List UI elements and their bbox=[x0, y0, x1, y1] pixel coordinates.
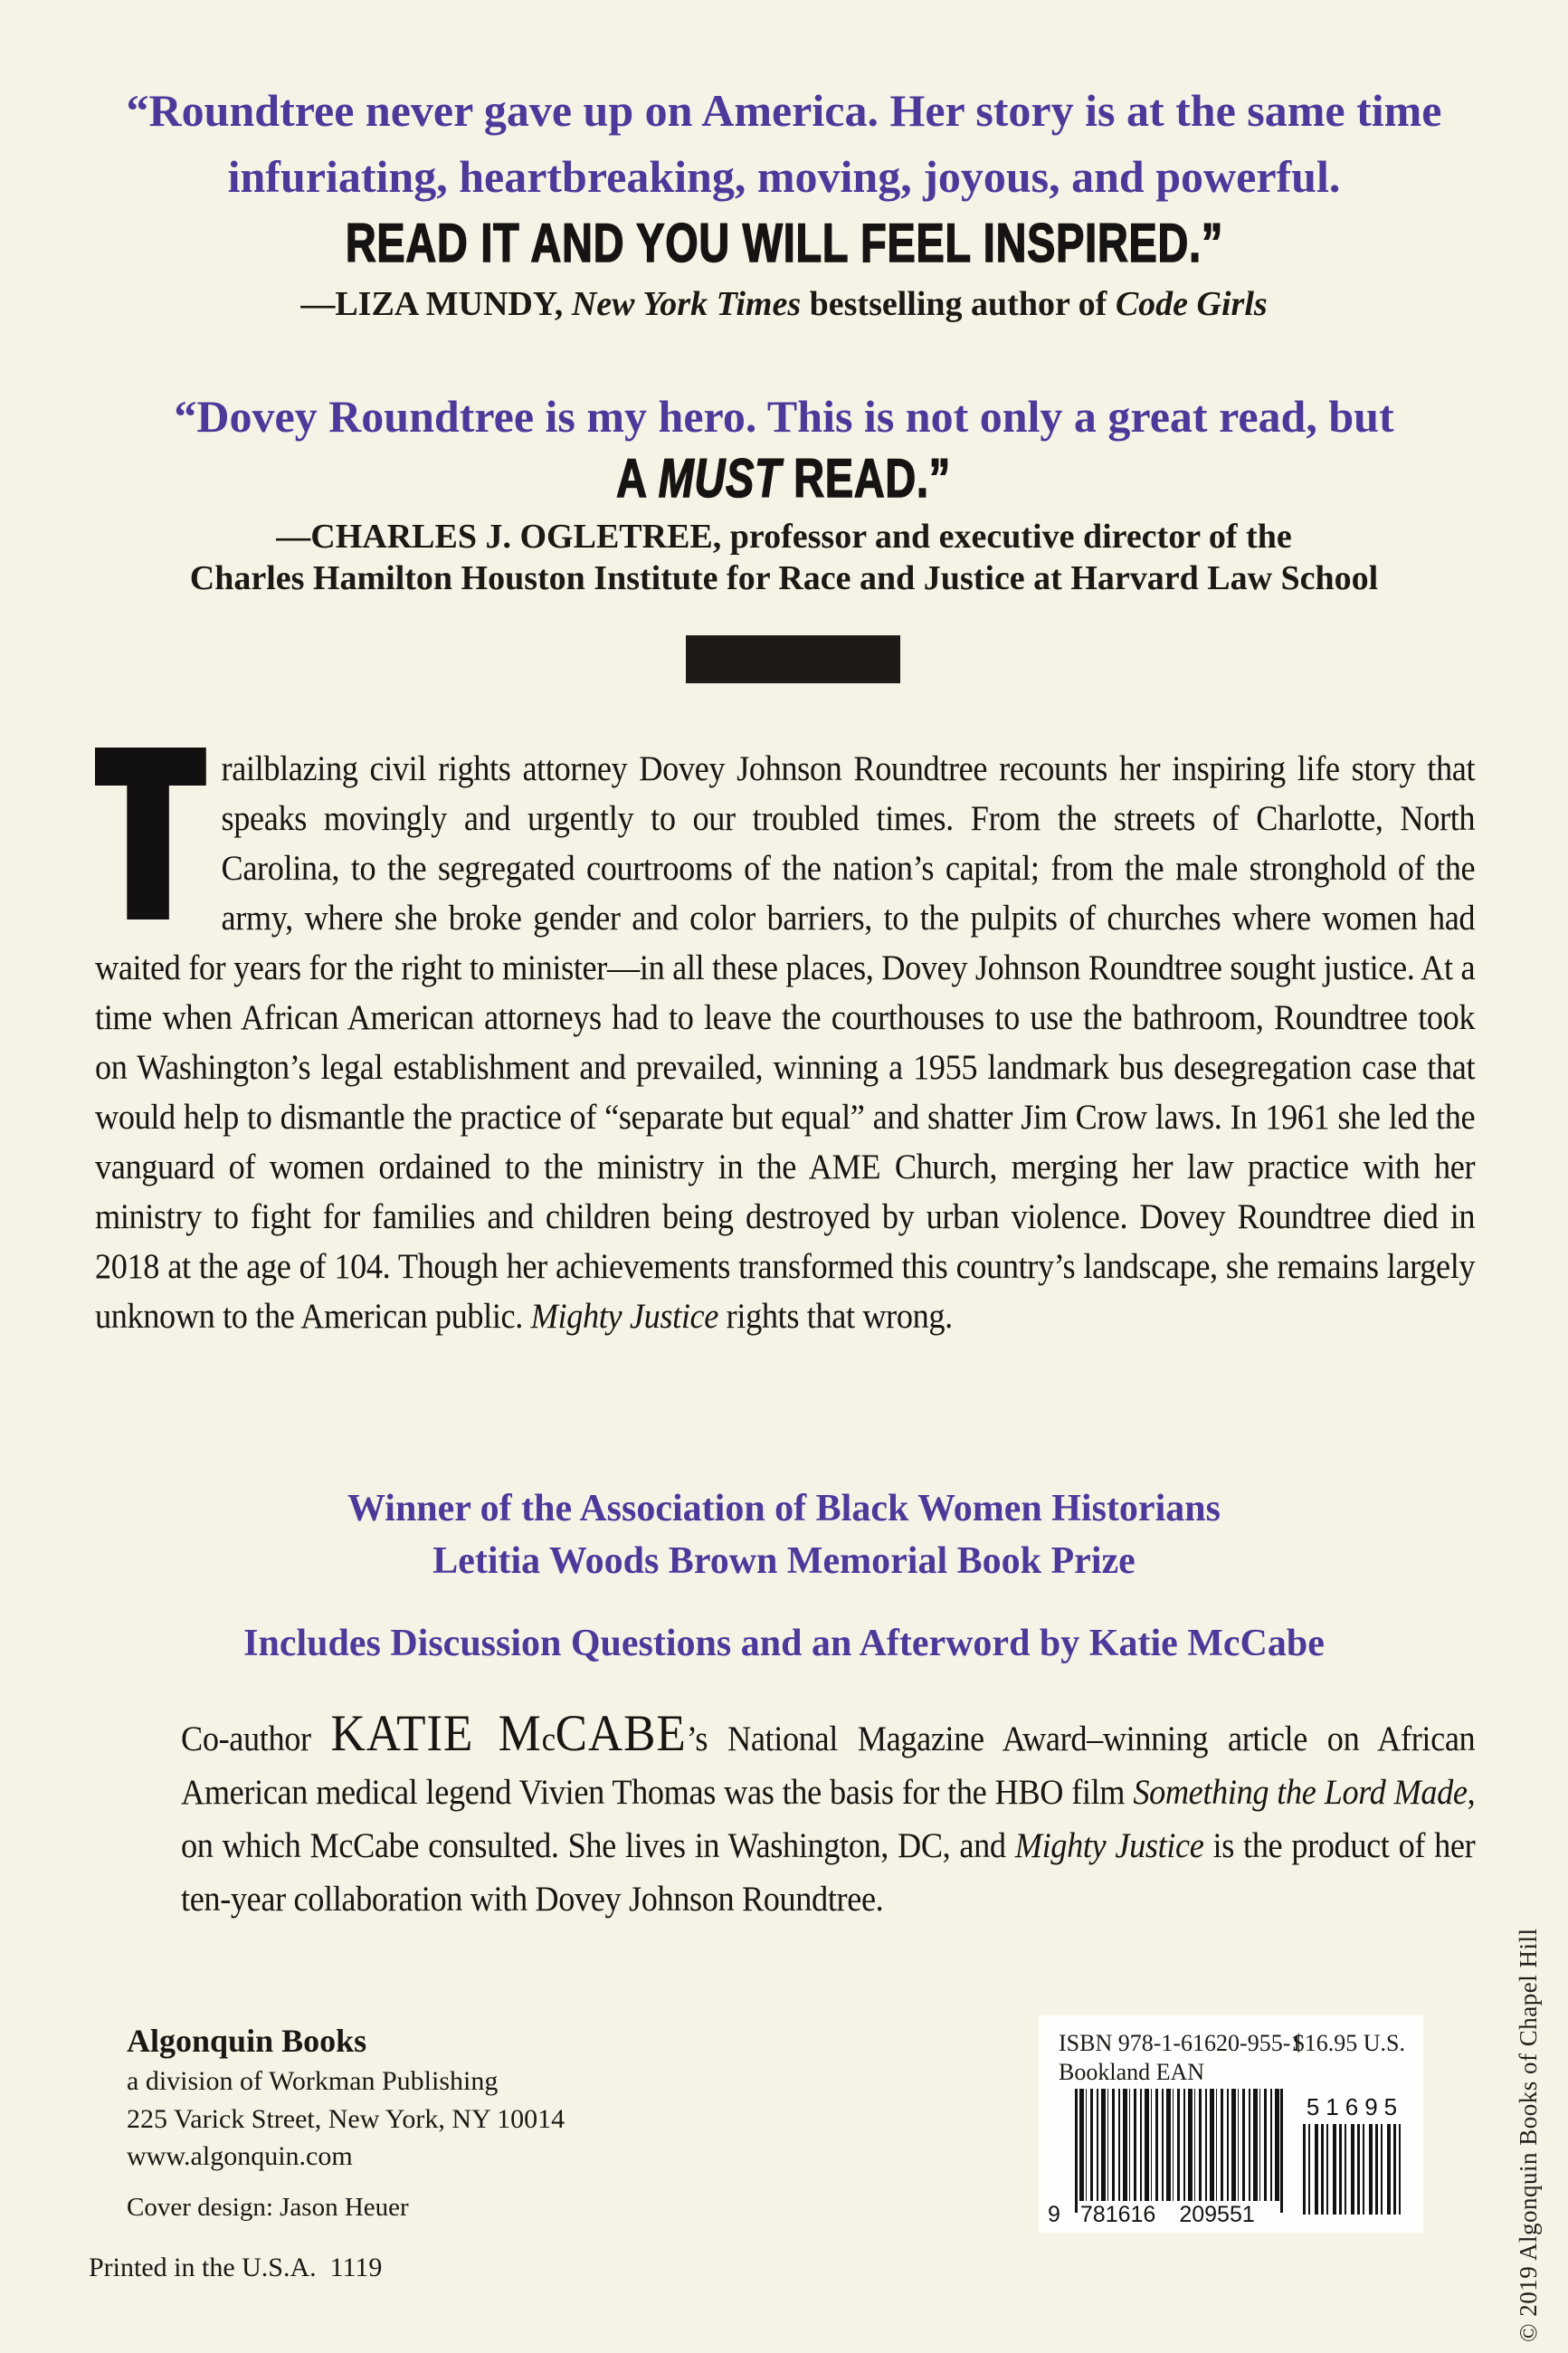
drop-cap-letter-T bbox=[95, 748, 206, 919]
publisher-name: Algonquin Books bbox=[127, 2023, 367, 2059]
printed-in-usa-note: Printed in the U.S.A. 1119 bbox=[89, 2253, 383, 2282]
publisher-address: 225 Varick Street, New York, NY 10014 bbox=[127, 2104, 565, 2134]
quote-1 bbox=[0, 78, 1568, 210]
quote-2: “Dovey Roundtree is my hero. This is not only a great read, but bbox=[174, 391, 1394, 442]
supplement-barcode bbox=[1303, 2124, 1405, 2215]
isbn-text: ISBN 978-1-61620-955-1 bbox=[1059, 2030, 1303, 2056]
divider-bar bbox=[686, 635, 900, 683]
copyright-vertical-text: © 2019 Algonquin Books of Chapel Hill bbox=[1515, 1928, 1542, 2342]
book-description bbox=[95, 744, 1475, 1341]
attribution-ogletree-line-2: Charles Hamilton Houston Institute for Race and Justice at Harvard Law School bbox=[189, 559, 1379, 597]
cover-design-credit: Cover design: Jason Heuer bbox=[127, 2193, 409, 2222]
ean-digits bbox=[1048, 2202, 1319, 2228]
publisher-website: www.algonquin.com bbox=[127, 2141, 353, 2171]
bookland-ean-label: Bookland EAN bbox=[1059, 2059, 1205, 2085]
quote-1-line-2: infuriating, heartbreaking, moving, joyous, and powerful. bbox=[227, 151, 1341, 202]
award-winner-line-2: Letitia Woods Brown Memorial Book Prize bbox=[432, 1540, 1136, 1582]
ean-group-1: 781616 bbox=[1079, 2202, 1156, 2227]
award-winner-note bbox=[0, 1482, 1568, 1587]
coauthor-bio: Co-author KATIE McCABE’s National Magazine Award–winning article on African American medical legend Vivien Thomas was the basis for the HBO film Something the Lord Made, on which McCabe consulted. She lives in Washington, DC, and Mighty Justice is the product of her ten-year collaboration with Dovey Johnson Roundtree. bbox=[181, 1705, 1476, 1919]
attribution-liza-mundy: —LIZA MUNDY, New York Times bestselling author of Code Girls bbox=[300, 285, 1268, 323]
barcode-panel bbox=[1039, 2015, 1423, 2233]
ean-barcode bbox=[1075, 2089, 1283, 2201]
ean-left-digit: 9 bbox=[1048, 2202, 1060, 2227]
ean-group-2: 209551 bbox=[1179, 2202, 1255, 2227]
supplement-digits: 51695 bbox=[1306, 2093, 1404, 2120]
publisher-division: a division of Workman Publishing bbox=[127, 2066, 499, 2096]
pull-quote-1-text: READ IT AND YOU WILL FEEL INSPIRED.” bbox=[345, 213, 1223, 273]
attribution-ogletree-line-1: —CHARLES J. OGLETREE, professor and executive director of the bbox=[276, 518, 1292, 556]
quote-1-line-1: “Roundtree never gave up on America. Her story is at the same time bbox=[126, 85, 1442, 136]
discussion-questions-note: Includes Discussion Questions and an Afterword by Katie McCabe bbox=[243, 1623, 1325, 1664]
award-winner-line-1: Winner of the Association of Black Women Historians bbox=[347, 1488, 1221, 1529]
book-description-text: railblazing civil rights attorney Dovey Johnson Roundtree recounts her inspiring life story that speaks movingly and urgently to our troubled times. From the streets of Charlotte, North Carolina, to the segregated courtrooms of the nation’s capital; from the male stronghold of the army, where she broke gender and color barriers, to the pulpits of churches where women had waited for years for the right to minister—in all these places, Dovey Johnson Roundtree sought justice. At a time when African American attorneys had to leave the courthouses to use the bathroom, Roundtree took on Washington’s legal establishment and prevailed, winning a 1955 landmark bus desegregation case that would help to dismantle the practice of “separate but equal” and shatter Jim Crow laws. In 1961 she led the vanguard of women ordained to the ministry in the AME Church, merging her law practice with her ministry to fight for families and children being destroyed by urban violence. Dovey Roundtree died in 2018 at the age of 104. Though her achievements transformed this country’s landscape, she remains largely unknown to the American public. Mighty Justice rights that wrong. bbox=[95, 749, 1476, 1336]
pull-quote-1 bbox=[0, 212, 1568, 274]
pull-quote-2-text: A MUST READ.” bbox=[616, 448, 952, 509]
attribution-charles-ogletree bbox=[0, 516, 1568, 599]
pull-quote-2 bbox=[0, 447, 1568, 510]
price-text: $16.95 U.S. bbox=[1292, 2030, 1405, 2056]
